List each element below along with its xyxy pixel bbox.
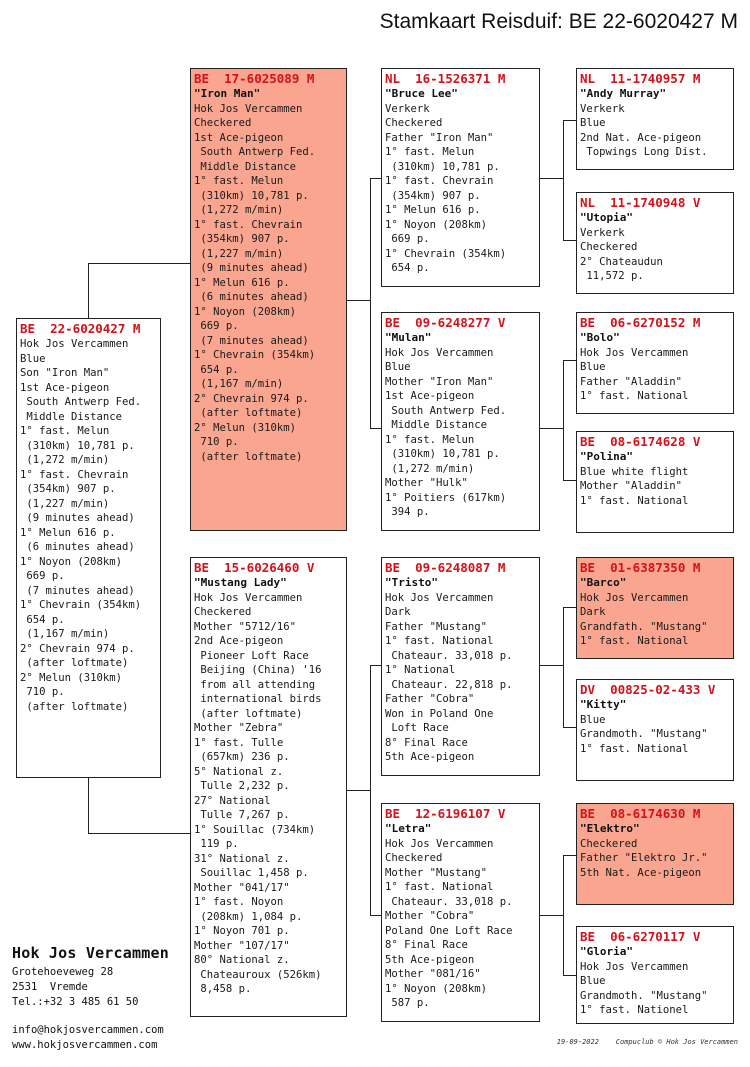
pigeon-name: "Iron Man" xyxy=(194,87,261,100)
card-line: Checkered xyxy=(580,837,638,850)
card-details xyxy=(580,465,730,509)
card-line: 394 p. xyxy=(385,506,430,518)
card-line: 1° fast. National xyxy=(385,635,494,647)
card-line: (7 minutes ahead) xyxy=(20,584,135,597)
card-line: (354km) 907 p. xyxy=(20,483,116,495)
card-line: Hok Jos Vercammen xyxy=(385,591,494,604)
card-line: (7 minutes ahead) xyxy=(194,334,309,347)
card-line: 5th Ace-pigeon xyxy=(385,953,475,966)
card-line: (354km) 907 p. xyxy=(385,189,481,202)
card-line: (after loftmate) xyxy=(194,707,303,720)
card-line: 710 p. xyxy=(20,686,65,698)
card-line: 1° fast. National xyxy=(580,494,689,507)
card-line: 1° fast. Melun xyxy=(385,146,475,158)
pedigree-card-mff[interactable] xyxy=(576,557,734,659)
card-line: Hok Jos Vercammen xyxy=(385,837,494,850)
card-line: 2° Chevrain 974 p. xyxy=(194,392,309,405)
pedigree-card-father-mother[interactable] xyxy=(381,312,540,531)
card-line: (after loftmate) xyxy=(194,450,303,463)
card-line: 654 p. xyxy=(385,262,430,274)
card-line: 1° fast. Nationel xyxy=(580,1004,689,1016)
card-line: Father "Elektro Jr." xyxy=(580,852,708,864)
ring-number: BE 15-6026460 V xyxy=(194,560,315,575)
ring-number: NL 11-1740957 M xyxy=(580,71,701,86)
card-line: (1,167 m/min) xyxy=(20,628,110,640)
card-details xyxy=(385,102,536,276)
pigeon-name: "Andy Murray" xyxy=(580,87,667,100)
card-line: Middle Distance xyxy=(385,419,488,431)
card-line: 654 p. xyxy=(20,613,65,626)
card-line: Blue xyxy=(580,713,606,726)
pedigree-card-father[interactable] xyxy=(190,68,347,531)
card-line: 1° fast. Melun xyxy=(385,433,475,446)
card-line: 2° Melun (310km) xyxy=(194,421,297,434)
pedigree-card-mmf[interactable] xyxy=(576,803,734,905)
card-line: Hok Jos Vercammen xyxy=(385,346,494,359)
card-line: 8° Final Race xyxy=(385,736,468,749)
card-line: 80° National z. xyxy=(194,954,290,966)
card-line: 8° Final Race xyxy=(385,939,468,951)
pigeon-name: "Kitty" xyxy=(580,698,627,711)
card-line: 2° Chevrain 974 p. xyxy=(20,642,135,655)
card-details xyxy=(580,102,730,160)
card-line: South Antwerp Fed. xyxy=(20,396,142,408)
card-line: Mother "041/17" xyxy=(194,881,290,894)
pedigree-card-mother-father[interactable] xyxy=(381,557,540,776)
card-details xyxy=(580,713,730,757)
card-line: 669 p. xyxy=(194,320,239,332)
ring-number: BE 12-6196107 V xyxy=(385,806,506,821)
card-line: Tulle 2,232 p. xyxy=(194,780,290,792)
card-line: 1° Poitiers (617km) xyxy=(385,491,507,504)
page-title: Stamkaart Reisduif: BE 22-6020427 M xyxy=(379,10,738,33)
card-line: Mother "Mustang" xyxy=(385,866,488,879)
ring-number: BE 09-6248277 V xyxy=(385,315,506,330)
pedigree-card-mother[interactable] xyxy=(190,557,347,1017)
card-line: 1° fast. Chevrain xyxy=(385,175,494,187)
pedigree-card-father-father[interactable] xyxy=(381,68,540,287)
card-line: (1,272 m/min) xyxy=(194,204,284,216)
card-line: Verkerk xyxy=(580,102,625,115)
card-line: 1° fast. Chevrain xyxy=(194,218,303,231)
card-details xyxy=(580,591,730,649)
card-line: Middle Distance xyxy=(20,410,123,423)
ring-number: BE 01-6387350 M xyxy=(580,560,701,575)
card-line: Chateaur. 33,018 p. xyxy=(385,649,513,662)
card-line: (657km) 236 p. xyxy=(194,751,290,763)
card-line: Mother "Cobra" xyxy=(385,910,475,922)
card-line: (354km) 907 p. xyxy=(194,233,290,245)
card-line: 5th Ace-pigeon xyxy=(385,751,475,763)
card-line: 1° fast. Melun xyxy=(20,425,110,437)
card-line: (1,272 m/min) xyxy=(385,462,475,475)
card-line: 587 p. xyxy=(385,997,430,1009)
card-details xyxy=(385,837,536,1011)
card-line: Mother "Iron Man" xyxy=(385,375,494,388)
card-line: (6 minutes ahead) xyxy=(20,541,135,553)
ring-number: BE 09-6248087 M xyxy=(385,560,506,575)
card-line: Blue white flight xyxy=(580,465,689,478)
pigeon-name: "Bolo" xyxy=(580,331,620,344)
card-line: (after loftmate) xyxy=(20,700,129,713)
card-details xyxy=(385,591,536,765)
card-line: Grandmoth. "Mustang" xyxy=(580,989,708,1002)
card-line: Topwings Long Dist. xyxy=(580,146,708,158)
card-line: 1° fast. Melun xyxy=(194,175,284,187)
card-line: Father "Iron Man" xyxy=(385,131,494,144)
card-line: Blue xyxy=(580,975,606,987)
card-line: 1° fast. Noyon xyxy=(194,896,284,908)
pigeon-name: "Elektro" xyxy=(580,822,640,835)
card-line: (after loftmate) xyxy=(20,657,129,669)
card-line: Mother "Zebra" xyxy=(194,722,284,734)
card-line: (1,227 m/min) xyxy=(194,247,284,260)
card-details xyxy=(580,226,730,284)
card-line: Checkered xyxy=(385,852,443,864)
pedigree-card-mfm[interactable] xyxy=(576,679,734,781)
ring-number: DV 00825-02-433 V xyxy=(580,682,716,697)
card-line: 1° fast. National xyxy=(385,881,494,893)
ring-number: NL 11-1740948 V xyxy=(580,195,701,210)
pigeon-name: "Bruce Lee" xyxy=(385,87,458,100)
ring-number: BE 06-6270117 V xyxy=(580,929,701,944)
print-note: 19-09-2022 Compuclub © Hok Jos Vercammen xyxy=(556,1038,738,1046)
pedigree-card-fmf[interactable] xyxy=(576,312,734,414)
card-line: Chateaur. 33,018 p. xyxy=(385,895,513,908)
card-line: 1° Melun 616 p. xyxy=(194,276,290,289)
card-line: Hok Jos Vercammen xyxy=(580,960,689,973)
card-line: Tulle 7,267 p. xyxy=(194,809,290,821)
card-line: South Antwerp Fed. xyxy=(194,146,316,158)
card-line: Hok Jos Vercammen xyxy=(580,591,689,604)
card-line: (9 minutes ahead) xyxy=(20,512,135,524)
card-line: 1st Ace-pigeon xyxy=(20,381,110,394)
card-line: 1° fast. National xyxy=(580,390,689,402)
card-line: 1° fast. National xyxy=(580,742,689,755)
card-line: (1,227 m/min) xyxy=(20,497,110,510)
card-line: 1° Chevrain (354km) xyxy=(385,247,507,260)
card-line: (310km) 10,781 p. xyxy=(194,189,309,202)
ring-number: BE 17-6025089 M xyxy=(194,71,315,86)
card-line: Hok Jos Vercammen xyxy=(580,346,689,359)
card-line: 1° Noyon (208km) xyxy=(20,555,123,568)
card-line: Mother "081/16" xyxy=(385,968,481,980)
ring-number: NL 16-1526371 M xyxy=(385,71,506,86)
address-street: Grotehoeveweg 28 xyxy=(12,966,114,978)
card-line: 2° Melun (310km) xyxy=(20,671,123,684)
card-line: 1° National xyxy=(385,664,456,676)
card-line: 1° Noyon (208km) xyxy=(194,305,297,318)
card-line: Chateauroux (526km) xyxy=(194,968,322,981)
card-line: Blue xyxy=(385,361,411,373)
card-line: Middle Distance xyxy=(194,160,297,173)
card-line: 1° Melun 616 p. xyxy=(20,526,116,539)
card-line: Blue xyxy=(20,352,46,365)
loft-name: Hok Jos Vercammen xyxy=(12,944,169,962)
card-details xyxy=(580,837,730,881)
pigeon-name: "Mulan" xyxy=(385,331,432,344)
card-line: 669 p. xyxy=(20,570,65,582)
pigeon-name: "Letra" xyxy=(385,822,432,835)
pedigree-card-ffm[interactable] xyxy=(576,192,734,294)
ring-number: BE 06-6270152 M xyxy=(580,315,701,330)
card-details xyxy=(385,346,536,520)
card-line: 5th Nat. Ace-pigeon xyxy=(580,866,702,879)
card-line: (9 minutes ahead) xyxy=(194,262,309,274)
card-line: 119 p. xyxy=(194,838,239,850)
pigeon-name: "Tristo" xyxy=(385,576,438,589)
ring-number: BE 22-6020427 M xyxy=(20,321,141,336)
card-line: Chateaur. 22,818 p. xyxy=(385,678,513,691)
card-line: Blue xyxy=(580,117,606,129)
card-line: Hok Jos Vercammen xyxy=(194,102,303,115)
pigeon-name: "Mustang Lady" xyxy=(194,576,287,589)
card-line: Verkerk xyxy=(580,226,625,239)
card-line: Mother "Aladdin" xyxy=(580,480,683,492)
card-line: Father "Cobra" xyxy=(385,693,475,705)
card-line: (1,167 m/min) xyxy=(194,378,284,390)
ring-number: BE 08-6174628 V xyxy=(580,434,701,449)
card-line: 1° Melun 616 p. xyxy=(385,204,481,216)
card-line: from all attending xyxy=(194,678,316,691)
card-line: Beijing (China) '16 xyxy=(194,664,322,676)
card-line: Hok Jos Vercammen xyxy=(20,338,129,350)
card-line: (310km) 10,781 p. xyxy=(385,448,500,460)
card-line: Hok Jos Vercammen xyxy=(194,591,303,604)
card-line: (6 minutes ahead) xyxy=(194,291,309,303)
card-line: (after loftmate) xyxy=(194,407,303,419)
card-line: Dark xyxy=(580,606,606,618)
ring-number: BE 08-6174630 M xyxy=(580,806,701,821)
card-line: 1° fast. Chevrain xyxy=(20,468,129,481)
card-line: Mother "107/17" xyxy=(194,939,290,952)
card-line: Grandfath. "Mustang" xyxy=(580,620,708,633)
email-link[interactable]: info@hokjosvercammen.com xyxy=(12,1024,164,1036)
card-line: 2nd Ace-pigeon xyxy=(194,635,284,647)
card-line: (1,272 m/min) xyxy=(20,454,110,466)
card-line: Dark xyxy=(385,606,411,618)
card-line: Grandmoth. "Mustang" xyxy=(580,728,708,740)
card-line: Checkered xyxy=(580,241,638,253)
card-line: 1° Souillac (734km) xyxy=(194,823,316,836)
card-line: 31° National z. xyxy=(194,852,290,865)
card-line: international birds xyxy=(194,693,322,705)
card-line: Souillac 1,458 p. xyxy=(194,867,309,879)
pedigree-card-mmm[interactable] xyxy=(576,926,734,1024)
card-line: 1° Chevrain (354km) xyxy=(20,599,142,611)
card-line: 654 p. xyxy=(194,363,239,376)
card-line: 1° Chevrain (354km) xyxy=(194,349,316,361)
card-line: 669 p. xyxy=(385,233,430,245)
address-city: 2531 Vremde xyxy=(12,981,88,993)
card-line: Checkered xyxy=(194,117,252,129)
card-line: (310km) 10,781 p. xyxy=(385,160,500,173)
card-line: Son "Iron Man" xyxy=(20,367,110,379)
card-details xyxy=(580,346,730,404)
card-line: Father "Mustang" xyxy=(385,620,488,633)
card-details xyxy=(194,102,343,465)
website-link[interactable]: www.hokjosvercammen.com xyxy=(12,1039,158,1051)
card-line: South Antwerp Fed. xyxy=(385,404,507,417)
card-line: Won in Poland One xyxy=(385,707,494,720)
card-line: Loft Race xyxy=(385,722,449,734)
card-line: Pioneer Loft Race xyxy=(194,649,309,662)
pigeon-name: "Polina" xyxy=(580,450,633,463)
card-line: Checkered xyxy=(194,606,252,618)
card-line: Blue xyxy=(580,361,606,373)
card-line: 710 p. xyxy=(194,436,239,448)
card-line: 1° fast. National xyxy=(580,635,689,647)
card-details xyxy=(194,591,343,997)
card-line: Verkerk xyxy=(385,102,430,115)
pigeon-name: "Utopia" xyxy=(580,211,633,224)
card-line: 2° Chateaudun xyxy=(580,255,663,268)
pedigree-card-fff[interactable] xyxy=(576,68,734,170)
phone-number: Tel.:+32 3 485 61 50 xyxy=(12,996,139,1008)
card-line: Father "Aladdin" xyxy=(580,375,683,388)
card-line: Mother "Hulk" xyxy=(385,477,468,489)
card-line: 1° fast. Tulle xyxy=(194,736,284,749)
card-line: 1st Ace-pigeon xyxy=(385,390,475,402)
pedigree-card-mother-mother[interactable] xyxy=(381,803,540,1022)
card-line: (310km) 10,781 p. xyxy=(20,439,135,452)
card-line: 1° Noyon (208km) xyxy=(385,982,488,995)
card-line: (208km) 1,084 p. xyxy=(194,910,303,923)
card-line: Checkered xyxy=(385,117,443,129)
card-line: 1° Noyon 701 p. xyxy=(194,925,290,937)
card-line: 11,572 p. xyxy=(580,270,644,282)
card-line: 1st Ace-pigeon xyxy=(194,131,284,144)
card-details xyxy=(580,960,730,1018)
pedigree-card-fmm[interactable] xyxy=(576,431,734,533)
card-line: 27° National xyxy=(194,794,271,807)
pigeon-name: "Gloria" xyxy=(580,945,633,958)
card-line: 2nd Nat. Ace-pigeon xyxy=(580,131,702,144)
card-line: 1° Noyon (208km) xyxy=(385,218,488,231)
pedigree-card-subject[interactable] xyxy=(16,318,161,778)
card-line: 8,458 p. xyxy=(194,983,252,995)
card-line: Poland One Loft Race xyxy=(385,924,513,937)
pigeon-name: "Barco" xyxy=(580,576,627,589)
card-line: 5° National z. xyxy=(194,765,284,778)
card-line: Mother "5712/16" xyxy=(194,620,297,633)
card-details xyxy=(20,337,157,714)
